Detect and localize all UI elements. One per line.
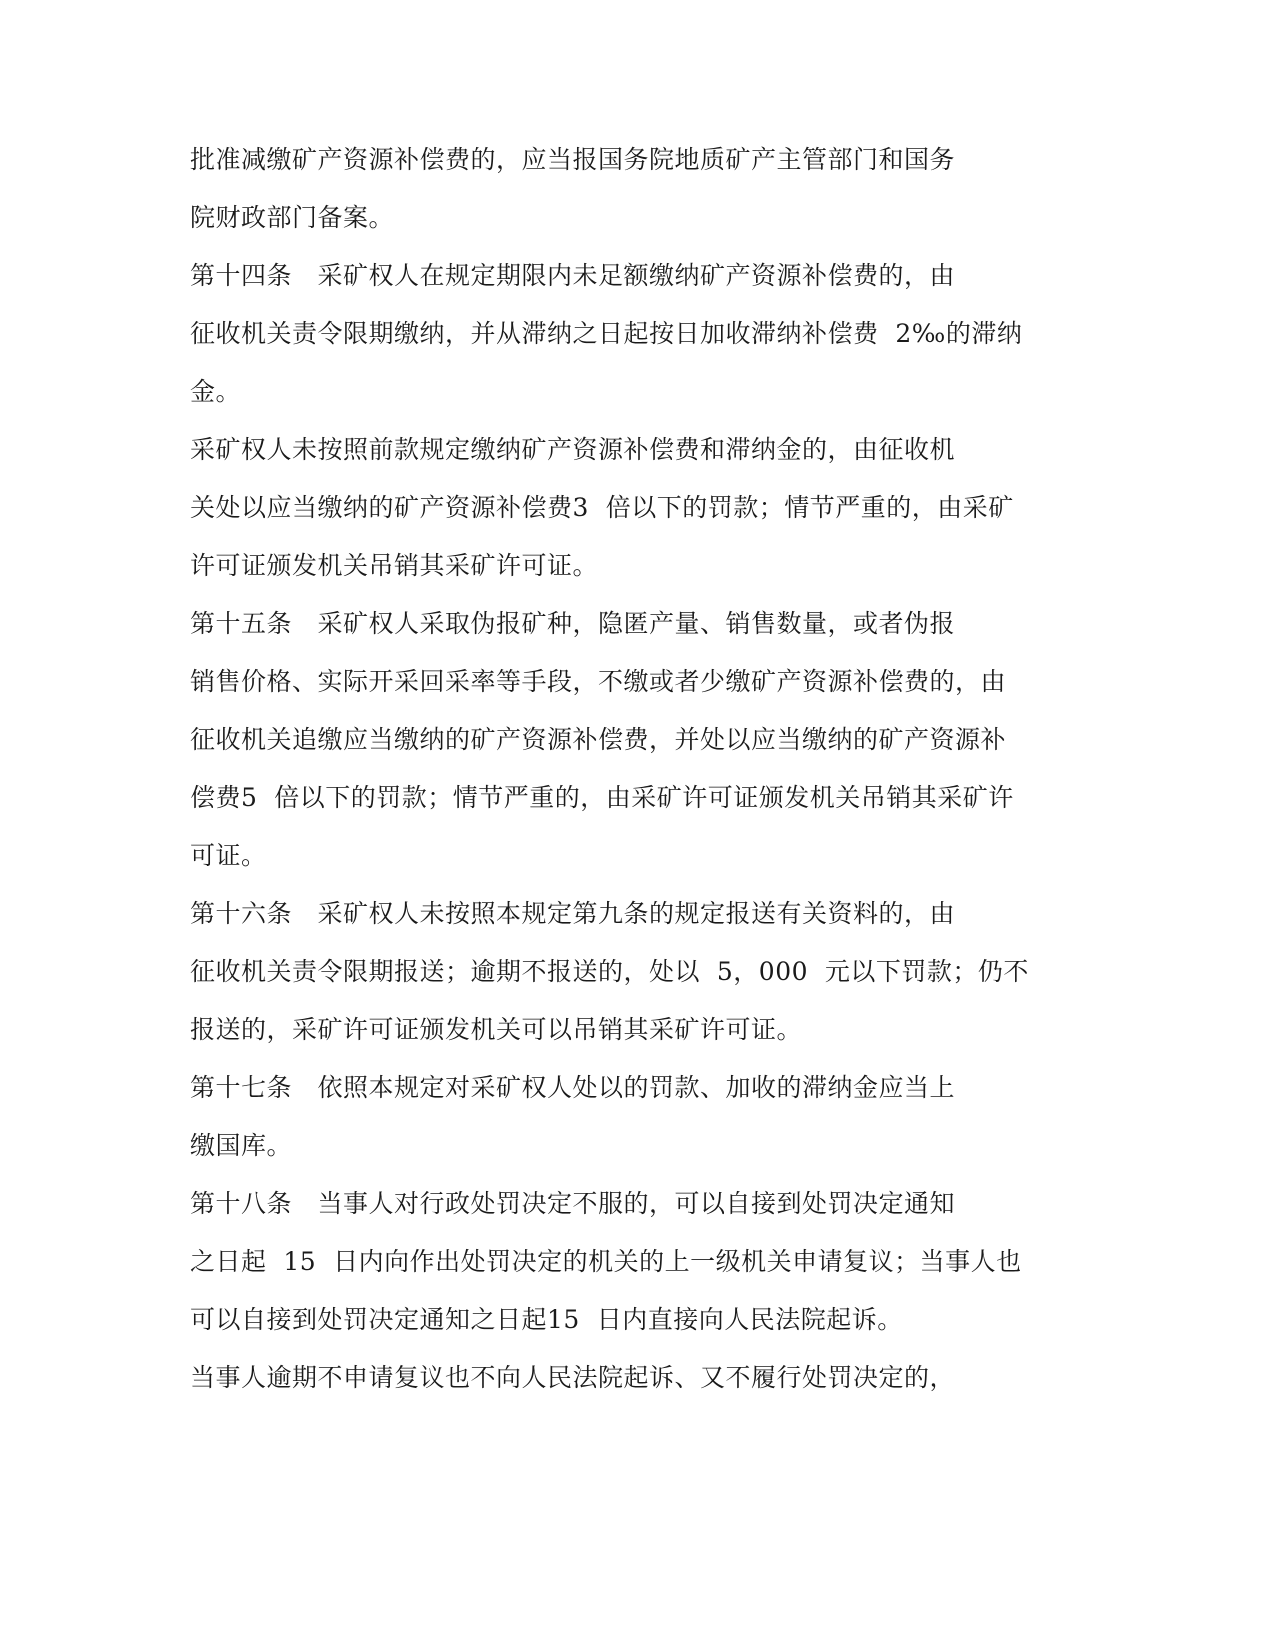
- article-15-heading-line: 第十五条 采矿权人采取伪报矿种，隐匿产量、销售数量，或者伪报: [190, 609, 956, 638]
- text-line: 之日起 15 日内向作出处罚决定的机关的上一级机关申请复议；当事人也: [190, 1247, 1022, 1276]
- article-16-heading-line: 第十六条 采矿权人未按照本规定第九条的规定报送有关资料的，由: [190, 899, 956, 928]
- text-line: 征收机关追缴应当缴纳的矿产资源补偿费，并处以应当缴纳的矿产资源补: [190, 725, 1007, 754]
- text-line: 院财政部门备案。: [190, 203, 395, 232]
- text-line: 征收机关责令限期缴纳，并从滞纳之日起按日加收滞纳补偿费 2‰的滞纳: [190, 319, 1023, 348]
- text-line: 偿费5 倍以下的罚款；情节严重的，由采矿许可证颁发机关吊销其采矿许: [190, 783, 1014, 812]
- text-line: 可证。: [190, 841, 267, 870]
- text-line: 缴国库。: [190, 1131, 293, 1160]
- text-line: 批准减缴矿产资源补偿费的，应当报国务院地质矿产主管部门和国务: [190, 145, 956, 174]
- text-line: 可以自接到处罚决定通知之日起15 日内直接向人民法院起诉。: [190, 1305, 903, 1334]
- text-line: 关处以应当缴纳的矿产资源补偿费3 倍以下的罚款；情节严重的，由采矿: [190, 493, 1014, 522]
- text-line: 采矿权人未按照前款规定缴纳矿产资源补偿费和滞纳金的，由征收机: [190, 435, 956, 464]
- text-line: 报送的，采矿许可证颁发机关可以吊销其采矿许可证。: [190, 1015, 803, 1044]
- text-line: 征收机关责令限期报送；逾期不报送的，处以 5，000 元以下罚款；仍不: [190, 957, 1029, 986]
- article-18-heading-line: 第十八条 当事人对行政处罚决定不服的，可以自接到处罚决定通知: [190, 1189, 956, 1218]
- article-14-heading-line: 第十四条 采矿权人在规定期限内未足额缴纳矿产资源补偿费的，由: [190, 261, 956, 290]
- article-17-heading-line: 第十七条 依照本规定对采矿权人处以的罚款、加收的滞纳金应当上: [190, 1073, 956, 1102]
- text-line: 许可证颁发机关吊销其采矿许可证。: [190, 551, 599, 580]
- text-line: 金。: [190, 377, 242, 406]
- text-line: 销售价格、实际开采回采率等手段，不缴或者少缴矿产资源补偿费的，由: [190, 667, 1007, 696]
- text-line: 当事人逾期不申请复议也不向人民法院起诉、又不履行处罚决定的，: [190, 1363, 956, 1392]
